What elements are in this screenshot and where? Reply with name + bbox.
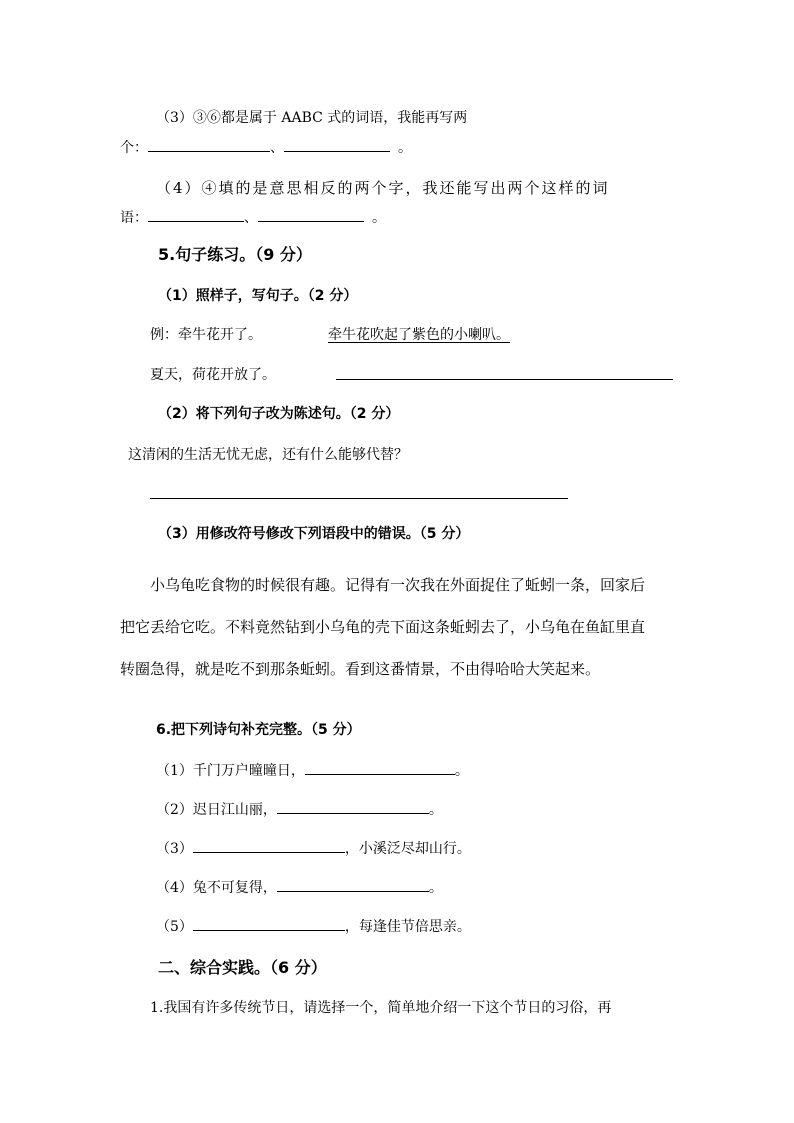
paragraph-line-3: 转圈急得，就是吃不到那条蚯蚓。看到这番情景，不由得哈哈大笑起来。 — [120, 660, 601, 678]
q3-line2 — [120, 137, 412, 157]
answer-blank[interactable] — [193, 838, 345, 853]
q1-title: （1）照样子，写句子。（2 分） — [158, 288, 358, 304]
answer-blank[interactable] — [277, 877, 429, 892]
part2-title: 二、综合实践。（6 分） — [158, 958, 327, 977]
part2-q1: 1.我国有许多传统节日，请选择一个，简单地介绍一下这个节日的习俗，再 — [150, 1000, 612, 1016]
q4-line2 — [120, 207, 386, 227]
poem-item-5 — [156, 916, 471, 936]
paragraph-line-2: 把它丢给它吃。不料竟然钻到小乌龟的壳下面这条蚯蚓去了，小乌龟在鱼缸里直 — [120, 618, 646, 636]
example-label: 例：牵牛花开了。 — [150, 327, 262, 343]
item-number: （1） — [156, 763, 193, 779]
q4-line1: （4）④填的是意思相反的两个字，我还能写出两个这样的词 — [156, 179, 610, 197]
poem-text: 兔不可复得， — [192, 880, 277, 896]
poem-text: ，每逢佳节倍思亲。 — [344, 919, 471, 935]
end-mark: 。 — [398, 140, 412, 156]
item-number: （2） — [156, 802, 193, 818]
answer-blank[interactable] — [148, 137, 270, 152]
item-number: （4） — [156, 880, 193, 896]
poem-text: ，小溪泛尽却山行。 — [344, 841, 471, 857]
q3-title: （3）用修改符号修改下列语段中的错误。（5 分） — [158, 526, 470, 542]
q3-line1: （3）③⑥都是属于 AABC 式的词语，我能再写两 — [156, 110, 468, 126]
q2-sentence: 这清闲的生活无忧无虑，还有什么能够代替？ — [128, 447, 408, 463]
q2-title: （2）将下列句子改为陈述句。（2 分） — [158, 406, 400, 422]
poem-item-3 — [156, 838, 471, 858]
section6-title: 6.把下列诗句补充完整。（5 分） — [156, 722, 361, 738]
q1-prompt: 夏天，荷花开放了。 — [150, 367, 276, 383]
poem-item-1 — [156, 760, 469, 780]
answer-line[interactable] — [336, 379, 673, 380]
poem-text: 迟日江山丽， — [192, 802, 277, 818]
answer-blank[interactable] — [305, 760, 455, 775]
example-answer: 牵牛花吹起了紫色的小喇叭。 — [328, 327, 510, 343]
answer-blank[interactable] — [193, 916, 345, 931]
q3-prefix: 个： — [120, 140, 148, 156]
poem-text: 。 — [454, 763, 469, 779]
poem-item-4 — [156, 877, 443, 897]
poem-text: 。 — [428, 880, 443, 896]
poem-item-2 — [156, 799, 443, 819]
poem-text: 。 — [428, 802, 443, 818]
answer-line[interactable] — [150, 498, 568, 499]
end-mark: 。 — [372, 210, 386, 226]
paragraph-line-1: 小乌龟吃食物的时候很有趣。记得有一次我在外面捉住了蚯蚓一条，回家后 — [150, 576, 646, 594]
item-number: （3） — [156, 841, 193, 857]
separator: 、 — [244, 210, 258, 226]
poem-text: 千门万户曈曈日， — [192, 763, 305, 779]
section5-title: 5.句子练习。（9 分） — [158, 245, 312, 264]
separator: 、 — [270, 140, 284, 156]
answer-blank[interactable] — [258, 207, 364, 222]
q4-prefix: 语： — [120, 210, 148, 226]
item-number: （5） — [156, 919, 193, 935]
answer-blank[interactable] — [148, 207, 244, 222]
answer-blank[interactable] — [277, 799, 429, 814]
answer-blank[interactable] — [284, 137, 390, 152]
